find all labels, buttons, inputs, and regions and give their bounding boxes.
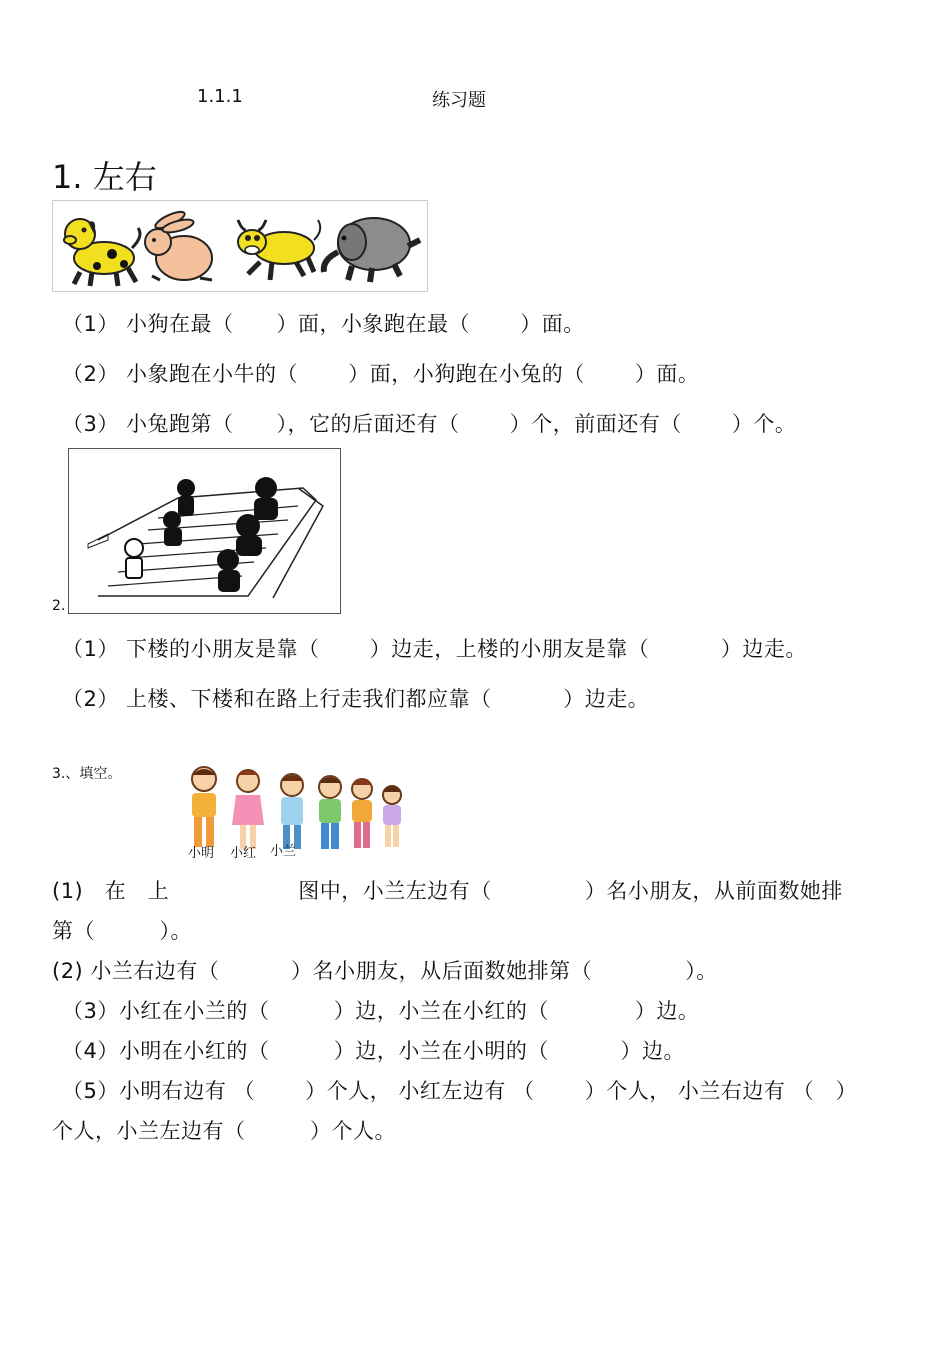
s3-question-1-line2: 第（ ）。: [52, 919, 192, 943]
child-figure-4: [319, 776, 341, 849]
s2-question-2: （2） 上楼、下楼和在路上行走我们都应靠（ ）边走。: [62, 687, 650, 711]
child-figure-5: [352, 779, 372, 848]
section1-heading: 1. 左右: [52, 158, 157, 196]
s3-question-5-line2: 个人，小兰左边有（ ）个人。: [52, 1119, 396, 1143]
stairs-illustration: [68, 448, 341, 614]
s3-question-4: （4）小明在小红的（ ）边，小兰在小明的（ ）边。: [62, 1039, 686, 1063]
s3-question-5-line1: （5）小明右边有 （ ）个人， 小红左边有 （ ）个人， 小兰右边有 （ ）: [62, 1079, 858, 1103]
lesson-number: 1.1.1: [197, 86, 243, 107]
s3-question-1-line1: (1) 在 上 图中，小兰左边有（ ）名小朋友，从前面数她排: [52, 879, 843, 903]
child-figure-3: [281, 774, 303, 849]
child-figure-2: [232, 770, 264, 849]
page-title: 练习题: [432, 90, 486, 111]
child-figure-6: [383, 786, 401, 847]
name-label-xiaolan: 小兰: [270, 844, 297, 859]
s1-question-3: （3） 小兔跑第（ ），它的后面还有（ ）个，前面还有（ ）个。: [62, 412, 797, 436]
animals-illustration: [52, 200, 428, 292]
child-figure-1: [192, 767, 216, 847]
s1-question-1: （1） 小狗在最（ ）面，小象跑在最（ ）面。: [62, 312, 585, 336]
s3-question-2: (2) 小兰右边有（ ）名小朋友，从后面数她排第（ ）。: [52, 959, 718, 983]
name-label-xiaohong: 小红: [230, 846, 257, 861]
children-row-illustration: [180, 765, 415, 860]
section3-heading: 3.、填空。: [52, 766, 122, 782]
s1-question-2: （2） 小象跑在小牛的（ ）面，小狗跑在小兔的（ ）面。: [62, 362, 700, 386]
s2-question-1: （1） 下楼的小朋友是靠（ ）边走，上楼的小朋友是靠（ ）边走。: [62, 637, 807, 661]
name-label-xiaoming: 小明: [188, 846, 215, 861]
section2-number: 2.: [52, 598, 66, 614]
s3-question-3: （3）小红在小兰的（ ）边，小兰在小红的（ ）边。: [62, 999, 700, 1023]
